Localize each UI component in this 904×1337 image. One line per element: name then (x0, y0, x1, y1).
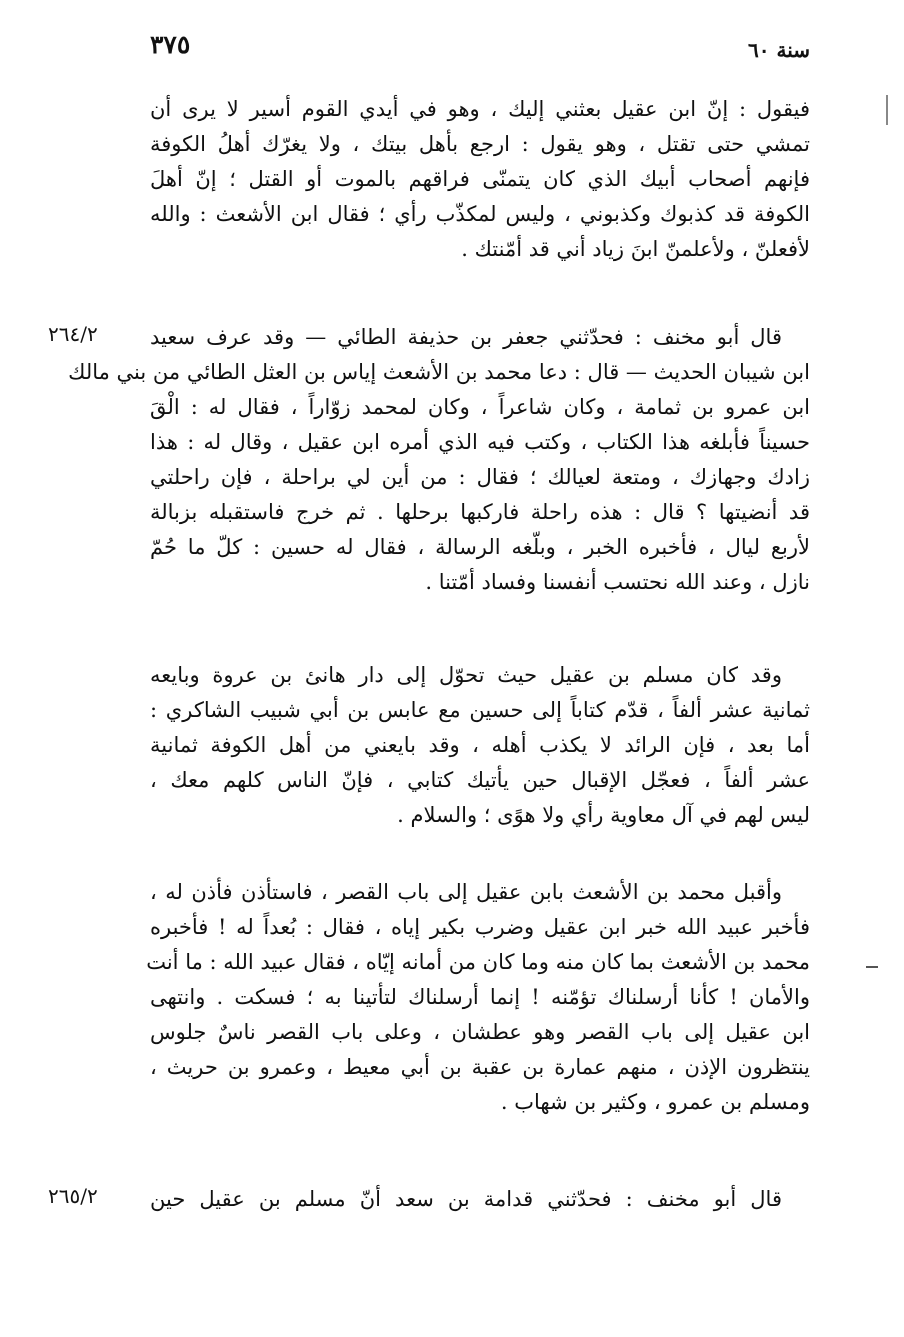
text-line: ومسلم بن عمرو ، وكثير بن شهاب . (500, 1090, 810, 1114)
margin-dash-mark (866, 966, 878, 968)
text-line: أما بعد ، فإن الرائد لا يكذب أهله ، وقد بايعني من أهل الكوفة ثمانية (150, 733, 810, 757)
text-line: عشر ألفاً ، فعجّل الإقبال حين يأتيك كتابي ، فإنّ الناس كلهم معك ، (150, 768, 810, 792)
text-line: تمشي حتى تقتل ، وهو يقول : ارجع بأهل بيتك ، ولا يغرّك أهلُ الكوفة (150, 132, 810, 156)
text-line: قال أبو مخنف : فحدّثني قدامة بن سعد أنّ مسلم بن عقيل حين (150, 1187, 782, 1211)
paragraph-4 (146, 875, 810, 1120)
margin-reference: ٢٦٥/٢ (48, 1184, 98, 1208)
paragraph-3 (150, 658, 810, 833)
running-head-year: سنة ٦٠ (748, 38, 810, 62)
text-line: ابن عقيل إلى باب القصر وهو عطشان ، وعلى باب القصر ناسٌ جلوس (150, 1020, 810, 1044)
paragraph-1 (150, 92, 810, 267)
paragraph-5 (150, 1182, 810, 1217)
text-line: محمد بن الأشعث بما كان منه وما كان من أمانه إيّاه ، فقال عبيد الله : ما أنت (146, 950, 810, 974)
text-line: ابن عمرو بن ثمامة ، وكان شاعراً ، وكان لمحمد زوّاراً ، فقال له : الْقَ (150, 395, 810, 419)
text-line: زادك وجهازك ، ومتعة لعيالك ؛ فقال : من أين لي براحلة ، فإن راحلتي (150, 465, 810, 489)
text-line: قد أنضيتها ؟ قال : هذه راحلة فاركبها برحلها . ثم خرج فاستقبله بزبالة (150, 500, 810, 524)
text-line: فإنهم أصحاب أبيك الذي كان يتمنّى فراقهم بالموت أو القتل ؛ إنّ أهلَ (150, 167, 810, 191)
text-line: لأربع ليال ، فأخبره الخبر ، وبلّغه الرسالة ، فقال له حسين : كلّ ما حُمّ (150, 535, 810, 559)
text-line: ابن شيبان الحديث — قال : دعا محمد بن الأشعث إياس بن العثل الطائي من بني مالك (68, 360, 810, 384)
page-header (150, 30, 810, 70)
text-line: وأقبل محمد بن الأشعث بابن عقيل إلى باب القصر ، فاستأذن فأذن له ، (150, 880, 782, 904)
text-line: لأفعلنّ ، ولأعلمنّ ابنَ زياد أني قد أمّنتك . (461, 237, 810, 261)
text-line: فيقول : إنّ ابن عقيل بعثني إليك ، وهو في أيدي القوم أسير لا يرى أن (150, 97, 810, 121)
text-line: وقد كان مسلم بن عقيل حيث تحوّل إلى دار هانئ بن عروة وبايعه (150, 663, 782, 687)
page-number: ٣٧٥ (150, 30, 191, 59)
text-line: والأمان ! كأنا أرسلناك تؤمّنه ! إنما أرسلناك لتأتينا به ؛ فسكت . وانتهى (150, 985, 810, 1009)
page-edge-mark (886, 95, 888, 125)
text-line: ينتظرون الإذن ، منهم عمارة بن عقبة بن أبي معيط ، وعمرو بن حريث ، (150, 1055, 810, 1079)
text-line: حسيناً فأبلغه هذا الكتاب ، وكتب فيه الذي أمره ابن عقيل ، وقال له : هذا (150, 430, 810, 454)
text-line: الكوفة قد كذبوك وكذبوني ، وليس لمكذّب رأي ؛ فقال ابن الأشعث : والله (150, 202, 810, 226)
margin-reference: ٢٦٤/٢ (48, 322, 98, 346)
text-line: ليس لهم في آل معاوية رأي ولا هوًى ؛ والسلام . (397, 803, 810, 827)
text-line: ثمانية عشر ألفاً ، قدّم كتاباً إلى حسين مع عابس بن أبي شبيب الشاكري : (150, 698, 810, 722)
text-line: نازل ، وعند الله نحتسب أنفسنا وفساد أمّتنا . (425, 570, 810, 594)
text-line: قال أبو مخنف : فحدّثني جعفر بن حذيفة الطائي — وقد عرف سعيد (150, 325, 782, 349)
text-line: فأخبر عبيد الله خبر ابن عقيل وضرب بكير إياه ، فقال : بُعداً له ! فأخبره (150, 915, 810, 939)
